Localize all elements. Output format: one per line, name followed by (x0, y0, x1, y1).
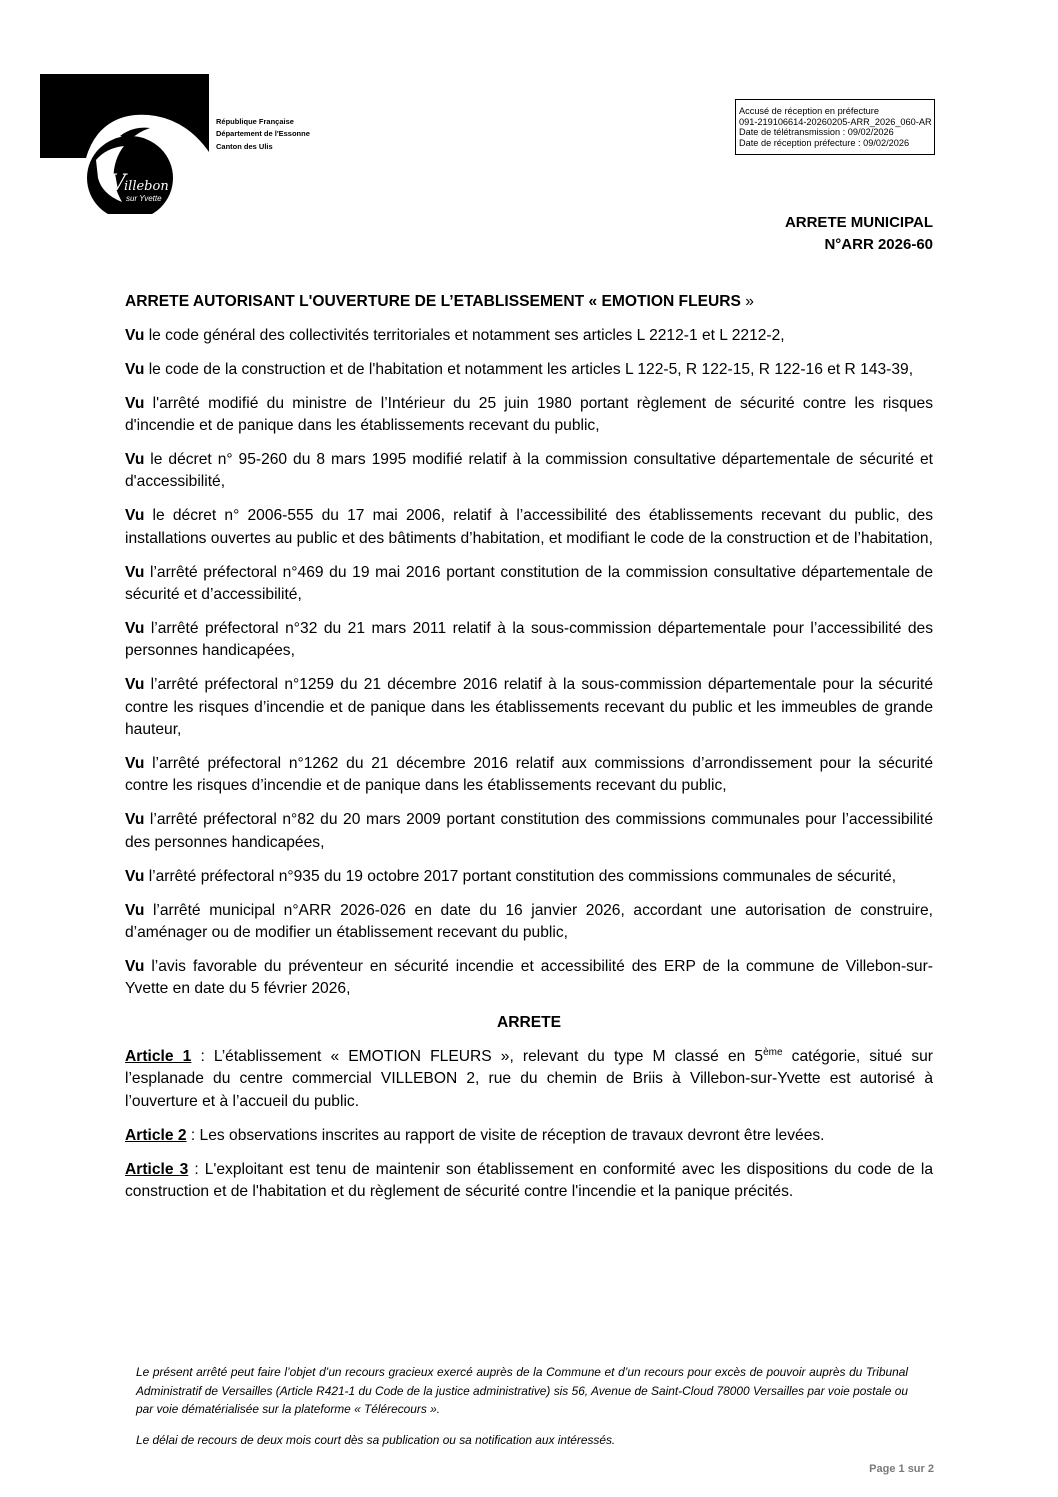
deadline-paragraph: Le délai de recours de deux mois court dès sa publication ou sa notification aux intéressés. (136, 1432, 616, 1447)
vu-clause: Vu l’arrêté préfectoral n°469 du 19 mai 2016 portant constitution de la commission consultative départementale de sécurité et d’accessibilité, (125, 563, 933, 604)
decree-title: ARRETE AUTORISANT L'OUVERTURE DE L’ETABLISSEMENT « EMOTION FLEURS » (125, 293, 754, 310)
decree-header (785, 212, 933, 256)
svg-text:sur Yvette: sur Yvette (126, 194, 162, 203)
vu-clause: Vu l’arrêté préfectoral n°82 du 20 mars 2009 portant constitution des commissions communales pour l’accessibilité des personnes handicapées, (125, 811, 933, 851)
vu-clause: Vu l’arrêté municipal n°ARR 2026-026 en date du 16 janvier 2026, accordant une autorisation de construire, d’aménager ou de modifier un établissement recevant du public, (125, 901, 933, 941)
vu-clause: Vu le décret n° 2006-555 du 17 mai 2006, relatif à l’accessibilité des établissements recevant du public, des installations ouvertes au public et des bâtiments d’habitation, et modifiant le code de la construction et de l’habitation, (125, 507, 933, 547)
vu-clause: Vu l’avis favorable du préventeur en sécurité incendie et accessibilité des ERP de la commune de Villebon-sur-Yvette en date du 5 février 2026, (125, 957, 933, 998)
vu-clause: Vu l'arrêté modifié du ministre de l’Intérieur du 25 juin 1980 portant règlement de sécurité contre les risques d'incendie et de panique dans les établissements recevant du public, (125, 394, 933, 435)
article-3: Article 3 : L'exploitant est tenu de maintenir son établissement en conformité avec les dispositions du code de la construction et de l'habitation et du règlement de sécurité contre l'incendie et la panique précités. (125, 1160, 933, 1201)
svg-text:illebon: illebon (124, 179, 169, 194)
vu-clause: Vu le décret n° 95-260 du 8 mars 1995 modifié relatif à la commission consultative départementale de sécurité et d'accessibilité, (125, 451, 933, 491)
article-1: Article 1 : L’établissement « EMOTION FLEURS », relevant du type M classé en 5ème catégorie, situé sur l’esplanade du centre commercial VILLEBON 2, rue du chemin de Briis à Villebon-sur-Yvette est autorisé à l’ouverture et à l’accueil du public. (125, 1046, 933, 1110)
stamp-line: Accusé de réception en préfecture (739, 106, 879, 116)
vu-clause: Vu l’arrêté préfectoral n°1262 du 21 décembre 2016 relatif aux commissions d’arrondissement pour la sécurité contre les risques d’incendie et de panique dans les établissements recevant du public, (125, 755, 933, 795)
appeal-paragraph: Le présent arrêté peut faire l’objet d’un recours gracieux exercé auprès de la Commune et d’un recours pour excès de pouvoir auprès du Tribunal Administratif de Versailles (Article R421-1 du Code de la justice administrative) sis 56, Avenue de Saint-Cloud 78000 Versailles par voie postale ou par voie dématérialisée sur la plateforme « Télérecours ». (136, 1365, 908, 1416)
decree-body (125, 291, 933, 1215)
issuing-authority (216, 116, 310, 153)
arrete-heading: ARRETE (496, 1014, 562, 1032)
stamp-line: Date de télétransmission : 09/02/2026 (739, 127, 894, 138)
svg-text:V: V (110, 171, 126, 196)
stamp-line: Date de réception préfecture : 09/02/2026 (739, 137, 910, 148)
vu-clause: Vu l’arrêté préfectoral n°935 du 19 octobre 2017 portant constitution des commissions communales de sécurité, (125, 867, 897, 885)
department-line: Département de l'Essonne (216, 129, 310, 139)
page-number: Page 1 sur 2 (869, 1463, 934, 1475)
canton-line: Canton des Ulis (216, 141, 273, 151)
stamp-line: 091-219106614-20260205-ARR_2026_060-AR (739, 116, 932, 127)
vu-clause: Vu l’arrêté préfectoral n°32 du 21 mars 2011 relatif à la sous-commission départementale pour l’accessibilité des personnes handicapées, (125, 619, 933, 660)
villebon-logo (38, 74, 210, 214)
article-2: Article 2 : Les observations inscrites au rapport de visite de réception de travaux devront être levées. (125, 1126, 825, 1144)
decree-number: N°ARR 2026-60 (824, 236, 933, 253)
vu-clause: Vu le code de la construction et de l'habitation et notamment les articles L 122-5, R 122-15, R 122-16 et R 143-39, (125, 360, 914, 378)
appeal-notice (136, 1363, 908, 1461)
prefecture-receipt-stamp (735, 99, 935, 155)
vu-clause: Vu l’arrêté préfectoral n°1259 du 21 décembre 2016 relatif à la sous-commission départementale pour la sécurité contre les risques d’incendie et de panique dans les établissements recevant du public et les immeubles de grande hauteur, (125, 676, 933, 739)
decree-label: ARRETE MUNICIPAL (784, 214, 933, 231)
country-line: République Française (216, 117, 294, 126)
vu-clause: Vu le code général des collectivités territoriales et notamment ses articles L 2212-1 et L 2212-2, (125, 326, 785, 344)
